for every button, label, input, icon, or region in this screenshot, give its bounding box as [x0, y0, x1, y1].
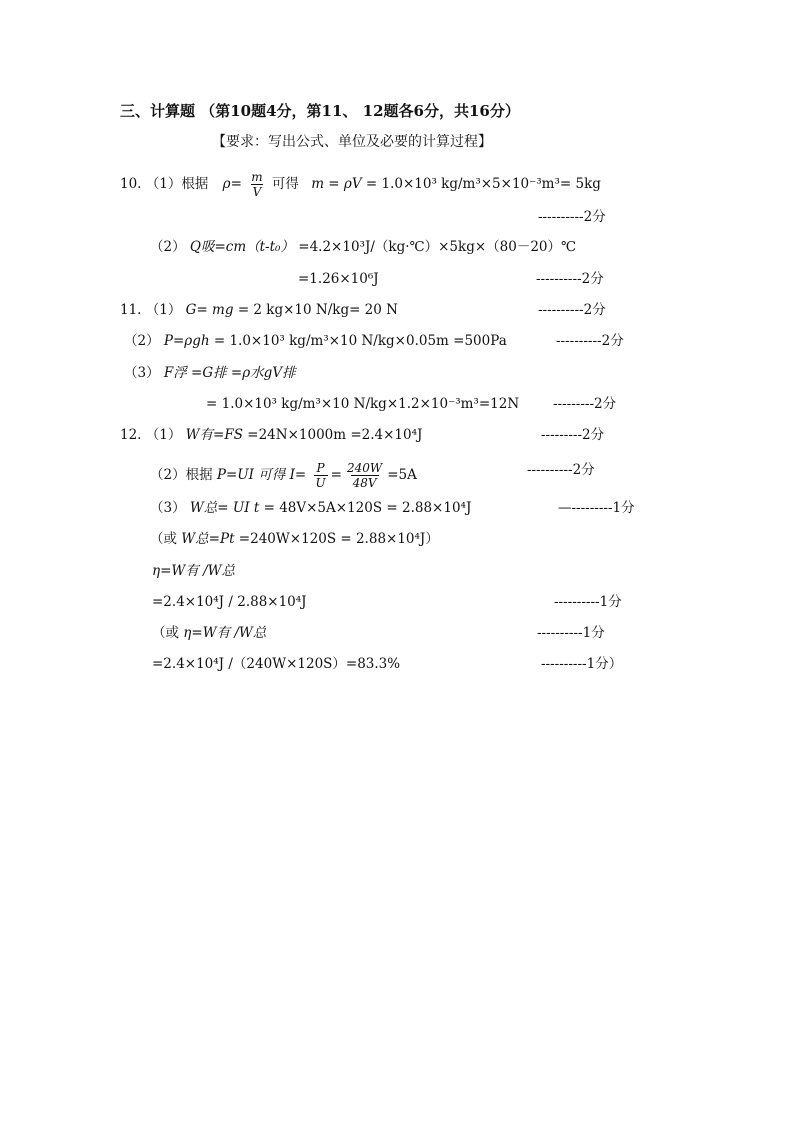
q10-p1-score: ----------2分 [538, 209, 606, 225]
q11-p2-score: ----------2分 [556, 333, 624, 349]
q12-p1-label: （1） [145, 427, 182, 443]
q12-alt2-score-final: ----------1分） [541, 656, 623, 672]
q12-alt1-calc: =240W×120S = 2.88×10⁴J） [238, 531, 439, 547]
q12-p3-label: （3） [150, 500, 186, 516]
q11-p3-score: ---------2分 [553, 396, 617, 412]
q12-p2-f1-den: U [315, 476, 326, 490]
q10-p2-label: （2） [150, 239, 186, 255]
q12-p1-formula: W有=FS [185, 427, 243, 443]
q11-number: 11. [120, 302, 142, 318]
q10-p1-formula: m = ρV [311, 176, 362, 192]
q11-part3 [124, 364, 296, 382]
q12-p2-fraction-values [345, 461, 384, 490]
q12-p1-score: ---------2分 [541, 427, 605, 443]
q12-alt2-calc: =2.4×10⁴J /（240W×120S）=83.3% [152, 656, 401, 672]
q12-alt2 [152, 624, 266, 642]
q12-p2-f1-num: P [316, 461, 325, 475]
q10-number: 10. [120, 176, 142, 192]
q10-part2 [150, 238, 576, 256]
q10-p1-mid: 可得 [271, 176, 299, 192]
q12-p2-f2-num: 240W [346, 461, 383, 475]
section-title: 三、计算题 [120, 102, 196, 120]
q12-p3-formula: W总= UI t [189, 500, 260, 516]
q10-part1 [120, 170, 601, 199]
q11-part1 [120, 301, 398, 319]
q12-eff-calc: =2.4×10⁴J / 2.88×10⁴J [152, 594, 307, 610]
q10-p2-result: =1.26×10⁶J [298, 271, 379, 287]
q11-p2-label: （2） [124, 333, 160, 349]
q10-p1-frac-den: V [252, 185, 262, 199]
q12-alt1-open: （或 [150, 531, 177, 547]
q11-p1-score: ----------2分 [538, 302, 606, 318]
q12-alt2-formula: η=W有 /W总 [183, 625, 267, 641]
q11-p3-calc: = 1.0×10³ kg/m³×10 N/kg×1.2×10⁻³m³=12N [206, 396, 520, 412]
q11-p2-formula: P=ρgh [163, 333, 210, 349]
q12-p2-label: （2）根据 [150, 467, 213, 483]
q10-p1-calc: = 1.0×10³ kg/m³×5×10⁻³m³= 5kg [365, 176, 601, 192]
q12-p2-score: ----------2分 [527, 462, 595, 478]
q12-part3 [150, 499, 471, 517]
q10-p1-label: （1）根据 [145, 176, 209, 192]
q12-p2-formula: P=UI 可得 I= [216, 467, 307, 483]
section-requirement: 【要求：写出公式、单位及必要的计算过程】 [212, 134, 492, 150]
q11-part2 [124, 332, 507, 350]
q12-p2-f2-den: 48V [352, 476, 377, 490]
q12-number: 12. [120, 427, 142, 443]
q12-p1-calc: =24N×1000m =2.4×10⁴J [247, 427, 423, 443]
q12-p3-score: —---------1分 [558, 500, 635, 516]
q12-part2: （2）根据 P=UI 可得 I= $\frac{P}{U}$ = $\frac{240W}{48V}$ =5A [150, 461, 417, 490]
q12-eff-score: ----------1分 [554, 594, 622, 610]
q11-p1-label: （1） [145, 302, 182, 318]
q10-p1-frac-num: m [251, 170, 263, 184]
q12-p2-result: =5A [387, 467, 417, 483]
q12-alt2-open: （或 [152, 625, 179, 641]
q12-efficiency [152, 562, 235, 580]
q12-alt1 [150, 530, 439, 548]
q10-p1-fraction [249, 170, 264, 199]
q12-alt2-score: ----------1分 [537, 625, 605, 641]
q12-p3-calc: = 48V×5A×120S = 2.88×10⁴J [263, 500, 472, 516]
q10-p2-formula: Q吸=cm（t-t₀） [189, 239, 294, 255]
section-heading [120, 102, 520, 120]
q11-p1-formula: G= mg [185, 302, 234, 318]
q12-eff-formula: η=W有 /W总 [152, 563, 235, 579]
q11-p3-formula: F浮 =G排 =ρ水gV排 [163, 365, 296, 381]
q10-p2-score: ----------2分 [536, 271, 604, 287]
section-note: （第10题4分，第11、 12题各6分，共16分） [200, 102, 520, 120]
q12-alt1-formula: W总=Pt [181, 531, 235, 547]
q10-p1-rho: ρ= [222, 176, 242, 192]
q11-p2-calc: = 1.0×10³ kg/m³×10 N/kg×0.05m =500Pa [213, 333, 507, 349]
q11-p1-calc: = 2 kg×10 N/kg= 20 N [237, 302, 398, 318]
q11-p3-label: （3） [124, 365, 160, 381]
q12-p2-fraction-pu [314, 461, 328, 490]
q12-part1 [120, 426, 422, 444]
q10-p2-calc: =4.2×10³J/（kg·℃）×5kg×（80－20）℃ [298, 239, 577, 255]
